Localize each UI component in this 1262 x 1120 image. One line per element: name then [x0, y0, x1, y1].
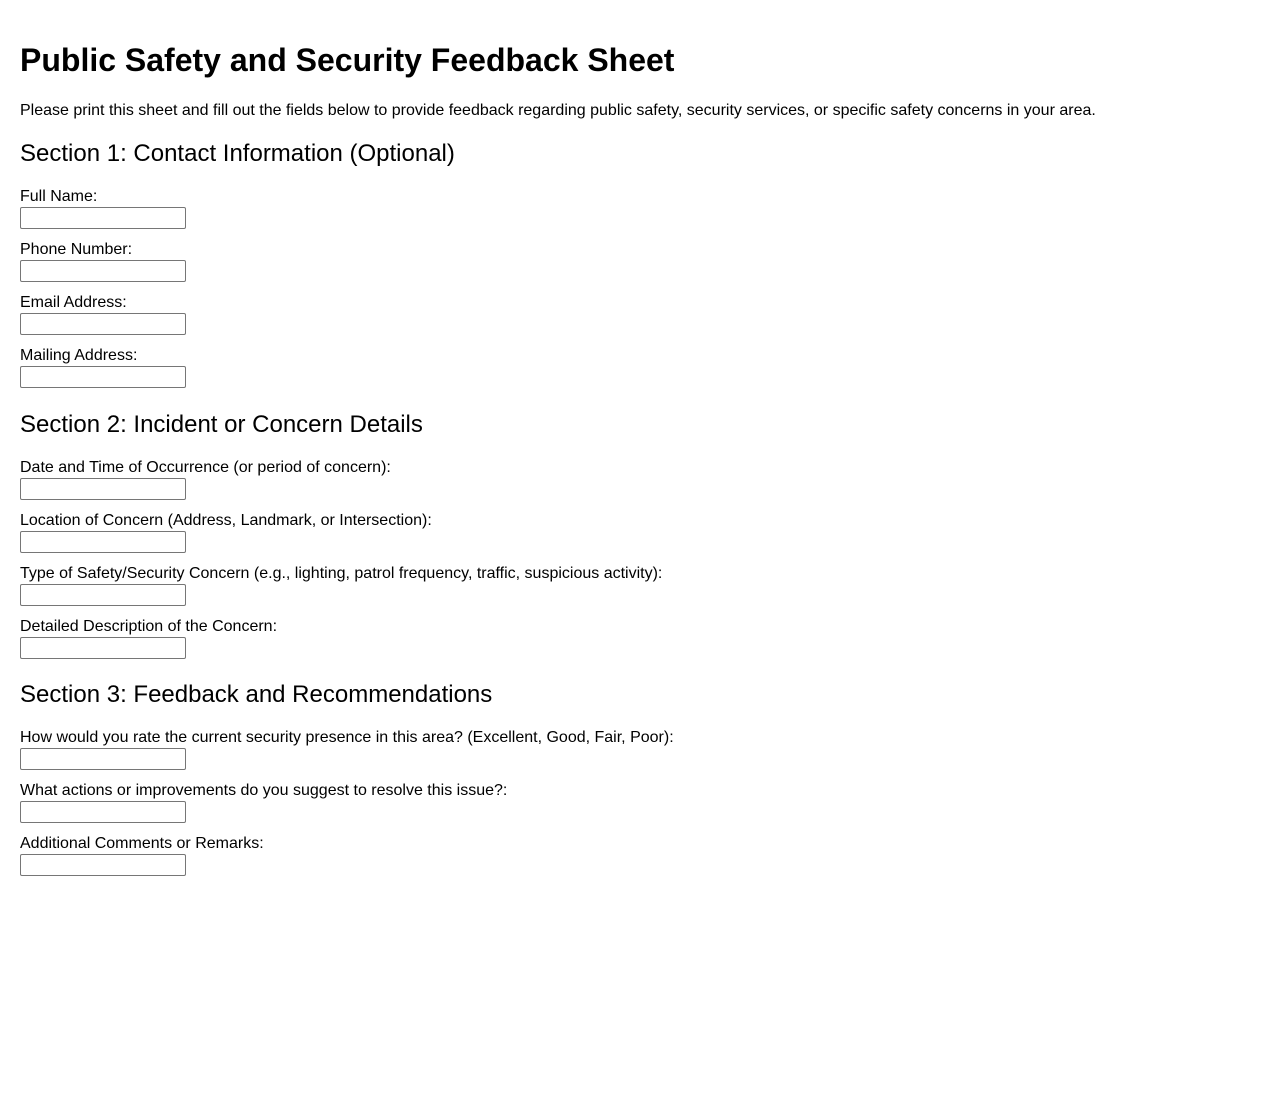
section-contact-information — [20, 139, 1242, 388]
security-rating-input[interactable] — [20, 748, 186, 770]
field-email-address — [20, 293, 1242, 335]
field-mailing-address — [20, 346, 1242, 388]
field-label: What actions or improvements do you suggest to resolve this issue?: — [20, 782, 508, 799]
page-title: Public Safety and Security Feedback Sheet — [20, 42, 675, 78]
location-input[interactable] — [20, 531, 186, 553]
field-label: Email Address: — [20, 294, 127, 311]
suggested-actions-input[interactable] — [20, 801, 186, 823]
field-full-name — [20, 187, 1242, 229]
field-concern-type — [20, 564, 1242, 606]
full-name-input[interactable] — [20, 207, 186, 229]
field-phone-number — [20, 240, 1242, 282]
section-feedback-recommendations — [20, 680, 1242, 876]
field-additional-comments — [20, 834, 1242, 876]
email-address-input[interactable] — [20, 313, 186, 335]
field-label: Additional Comments or Remarks: — [20, 835, 264, 852]
additional-comments-input[interactable] — [20, 854, 186, 876]
section-incident-details — [20, 410, 1242, 659]
field-label: Type of Safety/Security Concern (e.g., lighting, patrol frequency, traffic, suspicious activity): — [20, 565, 663, 582]
phone-number-input[interactable] — [20, 260, 186, 282]
section-title: Section 1: Contact Information (Optional) — [20, 140, 455, 167]
mailing-address-input[interactable] — [20, 366, 186, 388]
section-title: Section 2: Incident or Concern Details — [20, 411, 423, 438]
field-location — [20, 511, 1242, 553]
intro-text: Please print this sheet and fill out the fields below to provide feedback regarding public safety, security services, or specific safety concerns in your area. — [20, 102, 1096, 119]
field-label: Full Name: — [20, 188, 98, 205]
field-label: Date and Time of Occurrence (or period of concern): — [20, 459, 391, 476]
date-time-input[interactable] — [20, 478, 186, 500]
field-security-rating — [20, 728, 1242, 770]
field-label: How would you rate the current security presence in this area? (Excellent, Good, Fair, Poor): — [20, 729, 674, 746]
field-label: Mailing Address: — [20, 347, 138, 364]
field-label: Location of Concern (Address, Landmark, or Intersection): — [20, 512, 432, 529]
field-date-time — [20, 458, 1242, 500]
description-input[interactable] — [20, 637, 186, 659]
field-description — [20, 617, 1242, 659]
field-label: Phone Number: — [20, 241, 133, 258]
concern-type-input[interactable] — [20, 584, 186, 606]
field-label: Detailed Description of the Concern: — [20, 618, 278, 635]
field-suggested-actions — [20, 781, 1242, 823]
section-title: Section 3: Feedback and Recommendations — [20, 681, 493, 708]
